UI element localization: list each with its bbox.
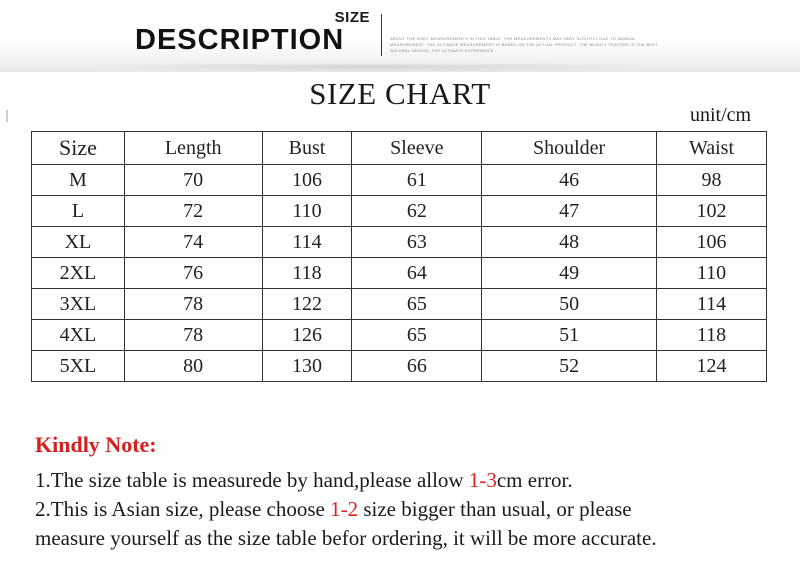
table-cell: 78 <box>124 289 262 320</box>
table-cell: 46 <box>482 165 657 196</box>
table-cell: 118 <box>656 320 766 351</box>
table-cell: 47 <box>482 196 657 227</box>
note-line-1 <box>35 468 573 493</box>
table-row <box>32 258 767 289</box>
table-cell: 51 <box>482 320 657 351</box>
header-cell-size: Size <box>32 132 125 165</box>
note-line-1-highlight: 1-3 <box>468 468 497 492</box>
table-row <box>32 227 767 258</box>
table-cell: 74 <box>124 227 262 258</box>
table-cell: 106 <box>656 227 766 258</box>
table-cell: 110 <box>656 258 766 289</box>
unit-label: unit/cm <box>690 104 752 126</box>
header-cell-bust: Bust <box>262 132 352 165</box>
table-cell: 110 <box>262 196 352 227</box>
table-cell: 66 <box>352 351 482 382</box>
table-cell: 61 <box>352 165 482 196</box>
table-cell: 72 <box>124 196 262 227</box>
table-cell: 64 <box>352 258 482 289</box>
table-cell: M <box>32 165 125 196</box>
table-cell: 124 <box>656 351 766 382</box>
table-row <box>32 320 767 351</box>
chart-title: SIZE CHART <box>309 76 491 111</box>
table-cell: 52 <box>482 351 657 382</box>
table-cell: 65 <box>352 289 482 320</box>
table-cell: 80 <box>124 351 262 382</box>
table-cell: 114 <box>262 227 352 258</box>
header-fine-print: ABOUT THE BODY MEASUREMENTS IN THIS TABLE, THE MEASUREMENTS MAY VARY SLIGHTLY DUE TO MANUAL MEASUREMENT. THE ULTIMATE MEASUREMENT IS BASED ON THE ACTUAL PRODUCT. THE BEAUTY FEATURE IS THE BEST NATURAL DESIGN. THE ULTIMATE EXPERIENCE. <box>390 36 659 53</box>
table-row <box>32 289 767 320</box>
table-cell: 48 <box>482 227 657 258</box>
note-line-2-text: 2.This is Asian size, please choose <box>35 497 331 521</box>
header-description-label: DESCRIPTION <box>135 24 345 56</box>
table-row <box>32 196 767 227</box>
table-row <box>32 351 767 382</box>
table-cell: 106 <box>262 165 352 196</box>
header-cell-sleeve: Sleeve <box>352 132 482 165</box>
table-cell: 98 <box>656 165 766 196</box>
note-line-2 <box>35 497 632 522</box>
table-cell: 78 <box>124 320 262 351</box>
table-cell: L <box>32 196 125 227</box>
table-cell: XL <box>32 227 125 258</box>
table-header-row <box>32 132 767 165</box>
table-cell: 118 <box>262 258 352 289</box>
table-cell: 50 <box>482 289 657 320</box>
note-line-2-highlight: 1-2 <box>330 497 359 521</box>
table-row <box>32 165 767 196</box>
table-cell: 70 <box>124 165 262 196</box>
note-line-3: measure yourself as the size table befor ordering, it will be more accurate. <box>35 526 657 550</box>
table-cell: 62 <box>352 196 482 227</box>
header-shadow <box>90 62 650 72</box>
header-banner <box>0 0 800 72</box>
note-title: Kindly Note: <box>35 432 157 457</box>
note-line-2-text-end: size bigger than usual, or please <box>358 497 632 521</box>
table-cell: 4XL <box>32 320 125 351</box>
table-cell: 5XL <box>32 351 125 382</box>
header-divider <box>381 14 382 56</box>
table-cell: 2XL <box>32 258 125 289</box>
header-size-label: SIZE <box>334 9 370 26</box>
table-cell: 49 <box>482 258 657 289</box>
header-cell-length: Length <box>124 132 262 165</box>
header-cell-shoulder: Shoulder <box>482 132 657 165</box>
table-cell: 76 <box>124 258 262 289</box>
note-line-1-text-end: cm error. <box>496 468 573 492</box>
table-cell: 102 <box>656 196 766 227</box>
note-line-1-text: 1.The size table is measurede by hand,please allow <box>35 468 469 492</box>
table-cell: 126 <box>262 320 352 351</box>
size-table <box>31 131 767 382</box>
header-cell-waist: Waist <box>656 132 766 165</box>
table-cell: 130 <box>262 351 352 382</box>
table-cell: 3XL <box>32 289 125 320</box>
table-cell: 63 <box>352 227 482 258</box>
table-cell: 114 <box>656 289 766 320</box>
table-cell: 65 <box>352 320 482 351</box>
table-cell: 122 <box>262 289 352 320</box>
